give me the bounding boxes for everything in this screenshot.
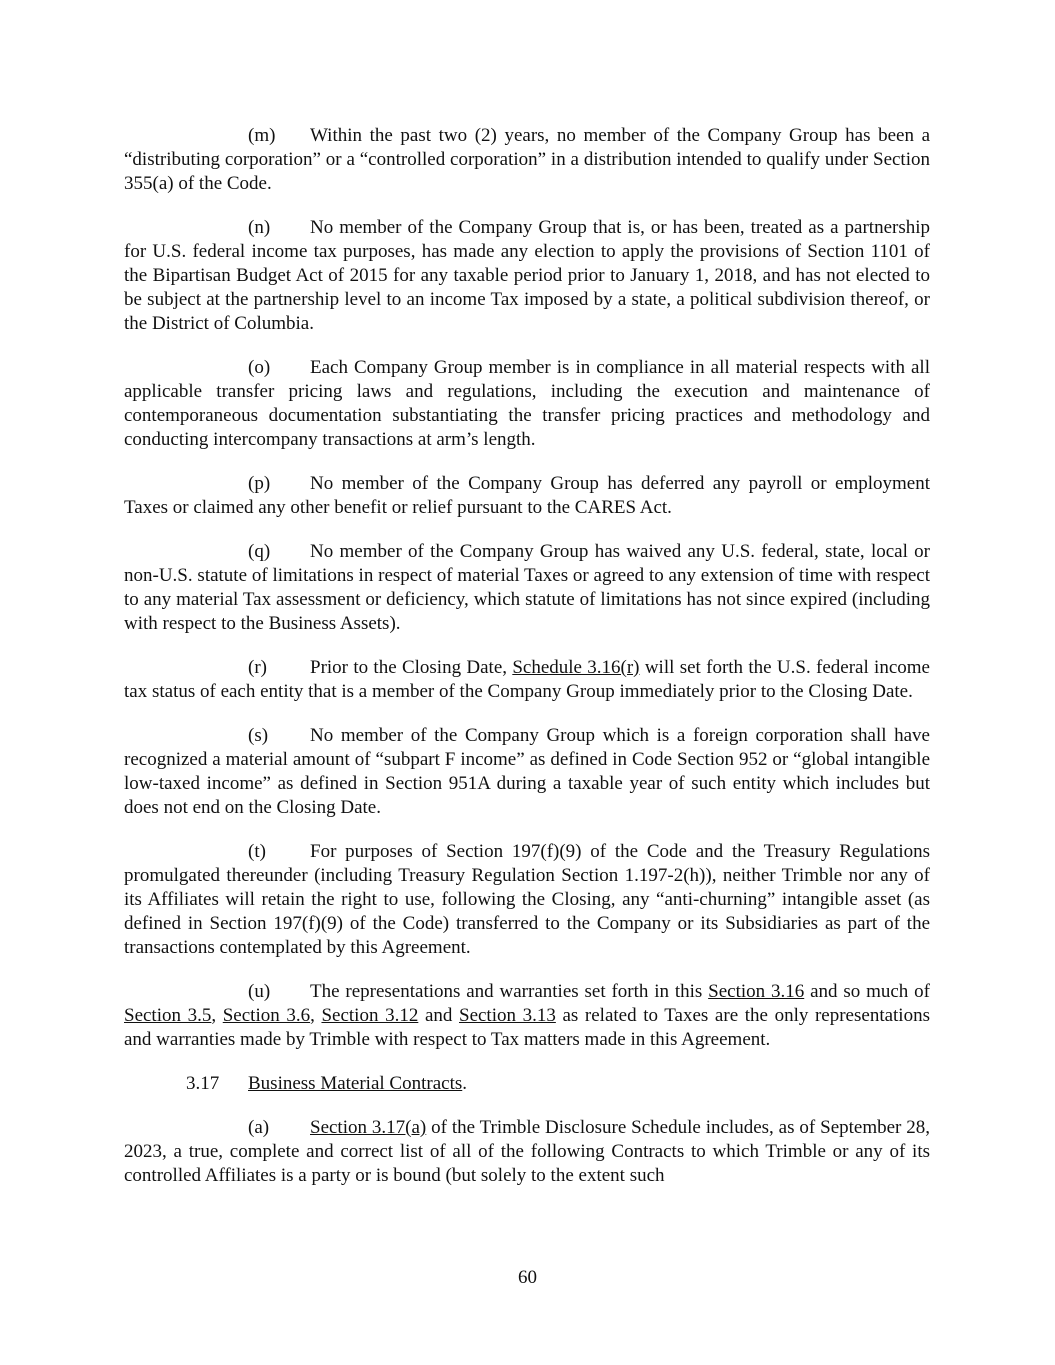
section-number: 3.17 bbox=[186, 1073, 220, 1094]
paragraph-text: For purposes of Section 197(f)(9) of the Code and the Treasury Regulations promulgated thereunder (including Treasury Regulation Section 1.197-2(h)), neither Trimble nor any of its Affiliates will retain the right to use, following the Closing, any “anti-churning” intangible asset (as defined in Section 197(f)(9) of the Code) transferred to the Company or its Subsidiaries as part of the transactions contemplated by this Agreement. bbox=[124, 841, 930, 958]
paragraph-text: , bbox=[310, 1005, 322, 1026]
paragraph-n bbox=[124, 216, 930, 336]
paragraph-marker: (q) bbox=[248, 541, 271, 562]
paragraph-text: Within the past two (2) years, no member of the Company Group has been a “distributing corporation” or a “controlled corporation” in a distribution intended to qualify under Section 355(a) of the Code. bbox=[124, 125, 930, 194]
paragraph-marker: (u) bbox=[248, 981, 271, 1002]
document-page bbox=[124, 124, 930, 1208]
section-reference: Section 3.16 bbox=[708, 981, 805, 1002]
paragraph-text: Each Company Group member is in compliance in all material respects with all applicable transfer pricing laws and regulations, including the execution and maintenance of contemporaneous documentation substantiating the transfer pricing practices and methodology and conducting intercompany transactions at arm’s length. bbox=[124, 357, 930, 450]
paragraph-marker: (o) bbox=[248, 357, 271, 378]
paragraph-text: and bbox=[418, 1005, 459, 1026]
paragraph-text: , bbox=[211, 1005, 223, 1026]
paragraph-text: as related to Taxes are the only representations and warranties made by Trimble with respect to Tax matters made in this Agreement. bbox=[124, 1005, 930, 1050]
paragraph-s bbox=[124, 724, 930, 820]
paragraph-text: Prior to the Closing Date, bbox=[310, 657, 513, 678]
paragraph-text: No member of the Company Group which is a foreign corporation shall have recognized a material amount of “subpart F income” as defined in Code Section 952 or “global intangible low-taxed income” as defined in Section 951A during a taxable year of such entity which includes but does not end on the Closing Date. bbox=[124, 725, 930, 818]
paragraph-p bbox=[124, 472, 930, 520]
section-reference: Section 3.12 bbox=[321, 1005, 419, 1026]
section-reference: Section 3.13 bbox=[459, 1005, 556, 1026]
section-heading-3-17 bbox=[124, 1072, 930, 1096]
paragraph-t bbox=[124, 840, 930, 960]
paragraph-text: will set forth the U.S. federal income tax status of each entity that is a member of the Company Group immediately prior to the Closing Date. bbox=[124, 657, 930, 702]
section-title-suffix: . bbox=[462, 1073, 467, 1094]
paragraph-text: No member of the Company Group has deferred any payroll or employment Taxes or claimed any other benefit or relief pursuant to the CARES Act. bbox=[124, 473, 930, 518]
paragraph-marker: (p) bbox=[248, 473, 271, 494]
paragraph-text: No member of the Company Group has waived any U.S. federal, state, local or non-U.S. statute of limitations in respect of material Taxes or agreed to any extension of time with respect to any material Tax assessment or deficiency, which statute of limitations has not since expired (including with respect to the Business Assets). bbox=[124, 541, 930, 634]
paragraph-marker: (t) bbox=[248, 841, 266, 862]
paragraph-3-17-a bbox=[124, 1116, 930, 1188]
paragraph-r bbox=[124, 656, 930, 704]
schedule-reference: Schedule 3.16(r) bbox=[512, 657, 640, 678]
paragraph-marker: (r) bbox=[248, 657, 267, 678]
paragraph-marker: (m) bbox=[248, 125, 276, 146]
section-reference: Section 3.6 bbox=[222, 1005, 311, 1026]
paragraph-m bbox=[124, 124, 930, 196]
section-reference: Section 3.17(a) bbox=[310, 1117, 427, 1138]
page-number: 60 bbox=[518, 1267, 537, 1288]
paragraph-marker: (s) bbox=[248, 725, 269, 746]
paragraph-text: The representations and warranties set forth in this bbox=[310, 981, 709, 1002]
section-reference: Section 3.5 bbox=[124, 1005, 212, 1026]
paragraph-marker: (n) bbox=[248, 217, 271, 238]
paragraph-marker: (a) bbox=[248, 1117, 270, 1138]
paragraph-text: of the Trimble Disclosure Schedule includes, as of September 28, 2023, a true, complete and correct list of all of the following Contracts to which Trimble or any of its controlled Affiliates is a party or is bound (but solely to the extent such bbox=[124, 1117, 931, 1186]
paragraph-q bbox=[124, 540, 930, 636]
paragraph-u bbox=[124, 980, 930, 1052]
paragraph-o bbox=[124, 356, 930, 452]
section-title: Business Material Contracts bbox=[248, 1073, 463, 1094]
paragraph-text: and so much of bbox=[804, 981, 930, 1002]
paragraph-text: No member of the Company Group that is, or has been, treated as a partnership for U.S. federal income tax purposes, has made any election to apply the provisions of Section 1101 of the Bipartisan Budget Act of 2015 for any taxable period prior to January 1, 2018, and has not elected to be subject at the partnership level to an income Tax imposed by a state, a political subdivision thereof, or the District of Columbia. bbox=[124, 217, 930, 334]
